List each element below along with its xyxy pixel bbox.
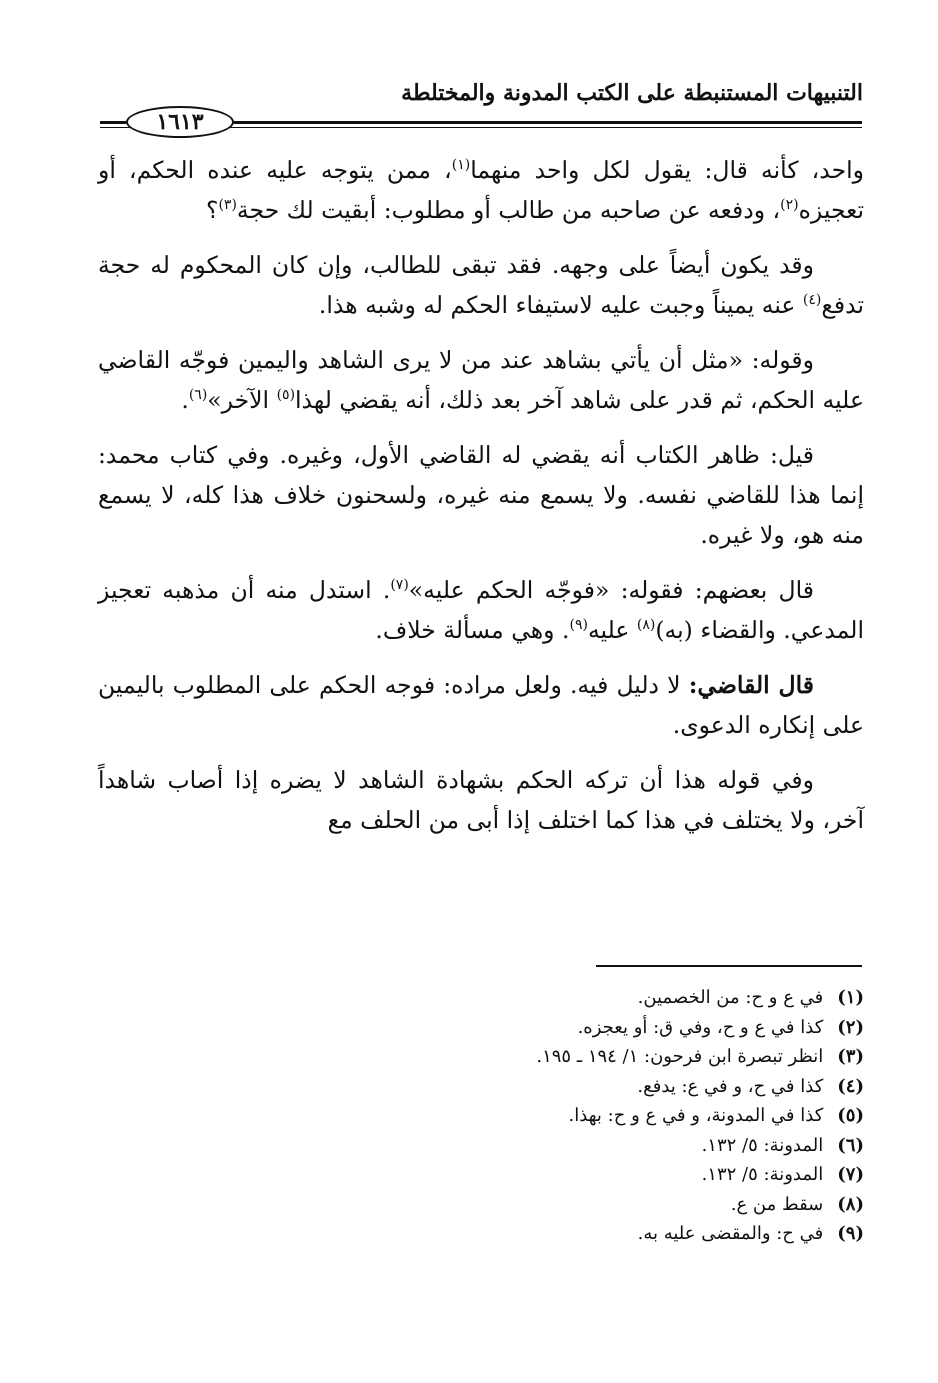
footnote-marker: (٨) [636,617,656,633]
footnote-text: كذا في ع و ح، وفي ق: أو يعجزه. [577,1016,824,1038]
footnote-text: كذا في المدونة، و في ع و ح: بهذا. [568,1105,824,1126]
text-run: . وهي مسألة خلاف. [375,616,570,644]
footnote-item [124,1219,864,1249]
text-run: واحد، كأنه قال: يقول لكل واحد منهما [470,156,864,184]
text-run: ، ممن يتوجه عليه عنده الحكم، أو تعجيزه [98,156,864,224]
footnote-number: (٤) [837,1075,864,1097]
paragraph [98,665,864,745]
footnote-number: (٢) [837,1016,864,1038]
text-run: عليه [587,616,637,644]
text-run: . استدل منه أن مذهبه تعجيز المدعي. والقضاء (به) [98,576,864,644]
footnote-item [124,1042,864,1072]
footnote-number: (٥) [837,1105,864,1126]
footnote-marker: (٢) [780,197,799,213]
footnote-text: سقط من ع. [730,1193,824,1215]
paragraph [98,150,864,230]
text-run: قال بعضهم: فقوله: «فوجّه الحكم عليه» [408,576,814,604]
footnote-text: المدونة: ٥/ ١٣٢. [701,1164,824,1185]
running-title: التنبيهات المستنبطة على الكتب المدونة والمختلطة [401,80,863,106]
text-run: عنه يميناً وجبت عليه لاستيفاء الحكم له وشبه هذا. [318,291,803,319]
paragraph [98,760,864,840]
footnote-text: المدونة: ٥/ ١٣٢. [701,1134,824,1156]
main-text [98,150,864,855]
footnote-text: في ع و ح: من الخصمين. [637,987,824,1008]
footnote-item [124,1013,864,1043]
footnote-number: (٨) [837,1193,864,1215]
footnote-text: انظر تبصرة ابن فرحون: ١/ ١٩٤ ـ ١٩٥. [536,1046,824,1067]
footnote-item [124,983,864,1013]
footnote-text: كذا في ح، و في ع: يدفع. [637,1075,824,1097]
footnote-number: (٧) [837,1164,864,1185]
footnote-item [124,1190,864,1220]
text-run: . [181,386,189,414]
footnote-item [124,1101,864,1131]
page-number: ١٦١٣ [126,106,234,138]
text-run: ، ودفعه عن صاحبه من طالب أو مطلوب: أبقيت لك حجة [236,196,781,224]
footnote-marker: (٩) [569,617,588,633]
footnote-marker: (١) [451,157,471,173]
paragraph [98,570,864,650]
footnote-separator [596,965,862,967]
text-run: وقوله: «مثل أن يأتي بشاهد عند من لا يرى الشاهد واليمين فوجّه القاضي عليه الحكم، ثم قدر على شاهد آخر بعد ذلك، أنه يقضي لهذا [98,346,864,414]
paragraph [98,435,864,555]
footnote-text: في ح: والمقضى عليه به. [637,1223,824,1244]
speaker-lead: قال القاضي: [688,671,814,699]
footnote-number: (٣) [837,1046,864,1067]
footnote-item [124,1160,864,1190]
footnote-number: (١) [837,987,864,1008]
text-run: وقد يكون أيضاً على وجهه. فقد تبقى للطالب، وإن كان المحكوم له حجة تدفع [98,251,864,319]
footnote-marker: (٤) [802,292,822,308]
footnote-item [124,1072,864,1102]
footnote-number: (٦) [837,1134,864,1156]
paragraph [98,245,864,325]
footnote-marker: (٧) [390,577,409,593]
text-run: قيل: ظاهر الكتاب أنه يقضي له القاضي الأول، وغيره. وفي كتاب محمد: إنما هذا للقاضي نفسه. ولا يسمع منه غيره، ولسحنون خلاف هذا كله، لا يسمع منه هو، ولا غيره. [98,441,864,549]
footnote-number: (٩) [837,1223,864,1244]
footnote-marker: (٦) [188,387,208,403]
text-run: ؟ [205,196,219,224]
text-run: وفي قوله هذا أن تركه الحكم بشهادة الشاهد لا يضره إذا أصاب شاهداً آخر، ولا يختلف في هذا كما اختلف إذا أبى من الحلف مع [98,766,864,834]
footnote-item [124,1131,864,1161]
footnotes-list [124,983,864,1249]
text-run: لا دليل فيه. ولعل مراده: فوجه الحكم على المطلوب باليمين على إنكاره الدعوى. [98,671,864,739]
footnote-marker: (٥) [276,387,296,403]
footnote-marker: (٣) [218,197,237,213]
paragraph [98,340,864,420]
text-run: الآخر» [207,386,277,414]
